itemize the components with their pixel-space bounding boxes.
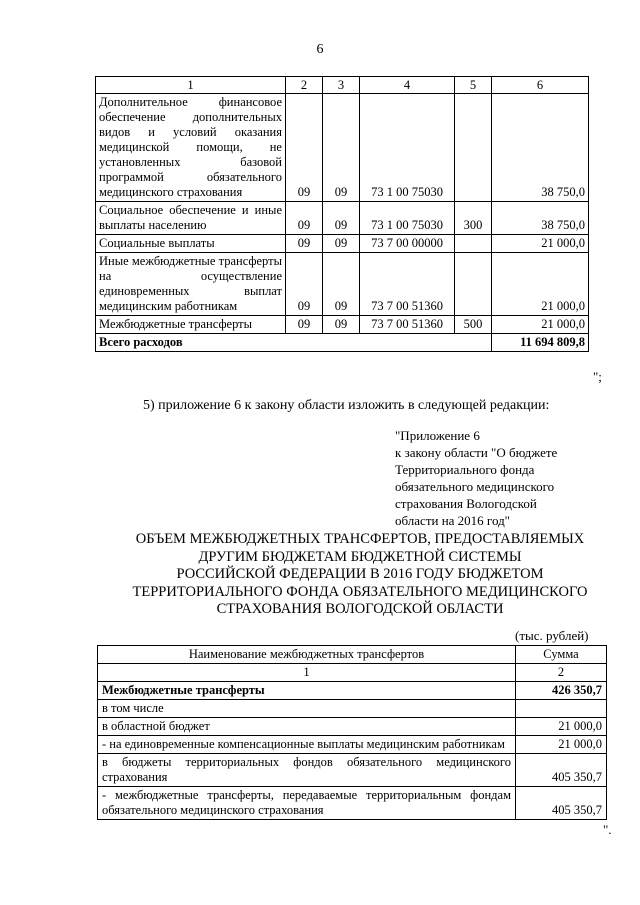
- row-target-code: 73 7 00 00000: [360, 235, 455, 253]
- table-row: [96, 94, 589, 202]
- document-title: [90, 531, 630, 619]
- table-row: [96, 316, 589, 334]
- table-row: [98, 718, 607, 736]
- title-line: ДРУГИМ БЮДЖЕТАМ БЮДЖЕТНОЙ СИСТЕМЫ: [198, 548, 522, 565]
- row-amount: 38 750,0: [492, 202, 589, 235]
- row-amount: 426 350,7: [516, 682, 607, 700]
- row-name: Межбюджетные трансферты: [96, 316, 286, 334]
- row-name: в бюджеты территориальных фондов обязательного медицинского страхования: [98, 754, 516, 787]
- table-row: [98, 754, 607, 787]
- row-section: 09: [286, 202, 323, 235]
- header-cell: 4: [360, 77, 455, 94]
- total-value: 11 694 809,8: [492, 334, 589, 352]
- row-subsection: 09: [323, 202, 360, 235]
- appendix-line: "Приложение 6: [395, 428, 480, 443]
- header-cell: 1: [96, 77, 286, 94]
- row-expense-type: [455, 235, 492, 253]
- title-line: ОБЪЕМ МЕЖБЮДЖЕТНЫХ ТРАНСФЕРТОВ, ПРЕДОСТАВЛЯЕМЫХ: [135, 531, 585, 547]
- row-section: 09: [286, 235, 323, 253]
- table-row: [96, 235, 589, 253]
- table-header-row: [96, 77, 589, 94]
- header-cell: Наименование межбюджетных трансфертов: [98, 646, 516, 664]
- table-closing-quote: ".: [603, 822, 612, 837]
- row-amount: 21 000,0: [492, 253, 589, 316]
- table-row: [96, 253, 589, 316]
- column-number: 2: [516, 664, 607, 682]
- row-name: Дополнительное финансовое обеспечение дополнительных видов и условий оказания медицинской помощи, не установленных базовой программой обязательного медицинского страхования: [96, 94, 286, 202]
- table-row: [98, 787, 607, 820]
- page-number: 6: [316, 42, 324, 57]
- table-row: [98, 682, 607, 700]
- total-row: [96, 334, 589, 352]
- row-expense-type: 500: [455, 316, 492, 334]
- row-expense-type: 300: [455, 202, 492, 235]
- column-number: 1: [98, 664, 516, 682]
- header-cell: 6: [492, 77, 589, 94]
- row-subsection: 09: [323, 235, 360, 253]
- row-amount: 21 000,0: [492, 316, 589, 334]
- row-name: Иные межбюджетные трансферты на осуществление единовременных выплат медицинским работникам: [96, 253, 286, 316]
- table-row: [96, 202, 589, 235]
- row-target-code: 73 7 00 51360: [360, 253, 455, 316]
- row-name: Социальное обеспечение и иные выплаты населению: [96, 202, 286, 235]
- title-line: ТЕРРИТОРИАЛЬНОГО ФОНДА ОБЯЗАТЕЛЬНОГО МЕДИЦИНСКОГО: [132, 583, 588, 600]
- header-cell: Сумма: [516, 646, 607, 664]
- row-name: Социальные выплаты: [96, 235, 286, 253]
- table-closing-quote: ";: [593, 369, 602, 384]
- amendment-paragraph: 5) приложение 6 к закону области изложить в следующей редакции:: [143, 398, 550, 413]
- row-target-code: 73 7 00 51360: [360, 316, 455, 334]
- header-cell: 5: [455, 77, 492, 94]
- expenses-table: [95, 76, 589, 352]
- row-amount: [516, 700, 607, 718]
- appendix-line: Территориального фонда: [395, 462, 535, 477]
- row-section: 09: [286, 94, 323, 202]
- column-number-row: [98, 664, 607, 682]
- header-cell: 2: [286, 77, 323, 94]
- total-label: Всего расходов: [96, 334, 492, 352]
- row-section: 09: [286, 316, 323, 334]
- transfers-table: [97, 645, 607, 820]
- row-name: Межбюджетные трансферты: [98, 682, 516, 700]
- row-amount: 405 350,7: [516, 754, 607, 787]
- row-name: в областной бюджет: [98, 718, 516, 736]
- row-amount: 21 000,0: [516, 718, 607, 736]
- title-line: СТРАХОВАНИЯ ВОЛОГОДСКОЙ ОБЛАСТИ: [216, 601, 504, 617]
- row-target-code: 73 1 00 75030: [360, 202, 455, 235]
- row-subsection: 09: [323, 94, 360, 202]
- table-row: [98, 736, 607, 754]
- row-section: 09: [286, 253, 323, 316]
- row-amount: 21 000,0: [516, 736, 607, 754]
- unit-label: (тыс. рублей): [515, 628, 589, 643]
- table-row: [98, 700, 607, 718]
- appendix-line: страхования Вологодской: [395, 496, 537, 511]
- appendix-line: обязательного медицинского: [395, 479, 555, 494]
- table-header-row: [98, 646, 607, 664]
- appendix-line: области на 2016 год": [395, 513, 510, 528]
- row-expense-type: [455, 253, 492, 316]
- row-name: - межбюджетные трансферты, передаваемые территориальным фондам обязательного медицинского страхования: [98, 787, 516, 820]
- appendix-reference: [395, 427, 595, 529]
- title-line: РОССИЙСКОЙ ФЕДЕРАЦИИ В 2016 ГОДУ БЮДЖЕТОМ: [176, 566, 544, 582]
- row-name: - на единовременные компенсационные выплаты медицинским работникам: [98, 736, 516, 754]
- row-amount: 405 350,7: [516, 787, 607, 820]
- row-name: в том числе: [98, 700, 516, 718]
- row-amount: 38 750,0: [492, 94, 589, 202]
- row-subsection: 09: [323, 316, 360, 334]
- row-amount: 21 000,0: [492, 235, 589, 253]
- row-expense-type: [455, 94, 492, 202]
- appendix-line: к закону области "О бюджете: [395, 445, 558, 460]
- header-cell: 3: [323, 77, 360, 94]
- row-subsection: 09: [323, 253, 360, 316]
- row-target-code: 73 1 00 75030: [360, 94, 455, 202]
